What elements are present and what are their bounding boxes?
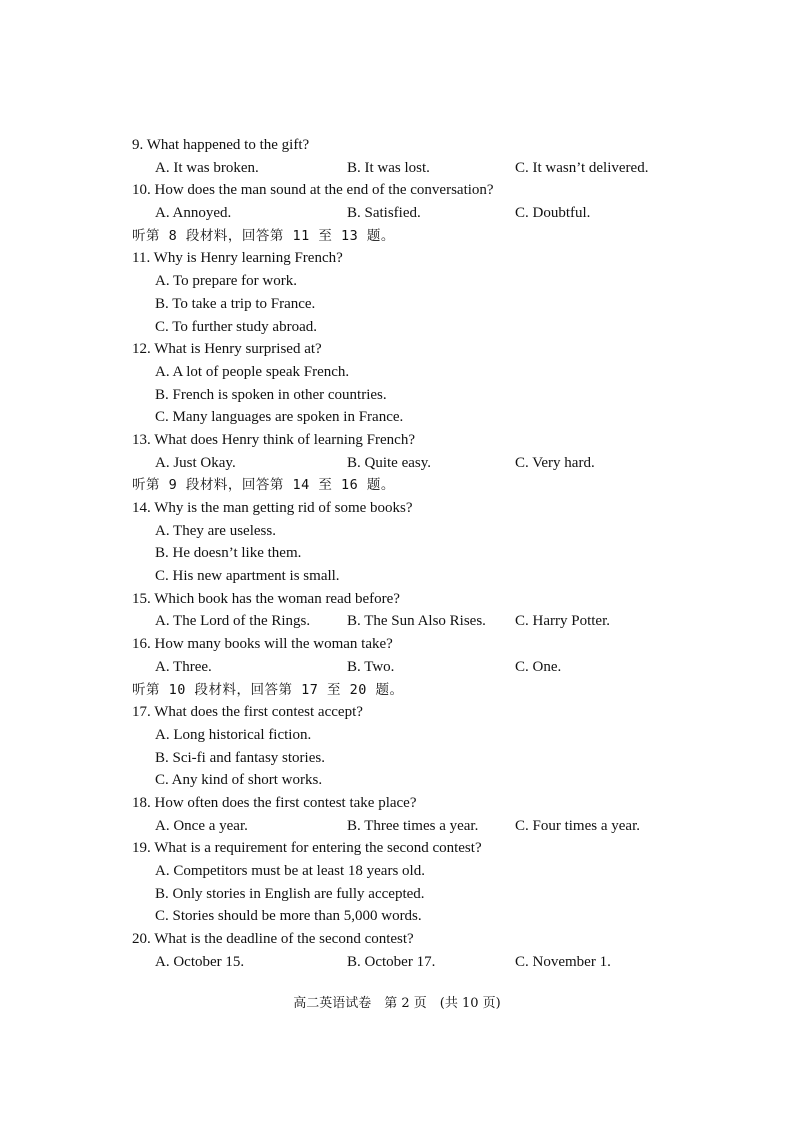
section-heading: 听第 8 段材料，回答第 11 至 13 题。 xyxy=(132,227,395,244)
question-text: 17. What does the first contest accept? xyxy=(132,704,363,721)
option-row xyxy=(132,656,732,679)
option-a: A. Long historical fiction. xyxy=(155,726,312,743)
option-c: C. Stories should be more than 5,000 words. xyxy=(155,908,422,925)
option-a: A. Annoyed. xyxy=(155,205,232,222)
question-text: 14. Why is the man getting rid of some books? xyxy=(132,500,413,516)
option-c: C. To further study abroad. xyxy=(155,318,317,335)
option-a: A. A lot of people speak French. xyxy=(155,363,350,380)
option-c: C. It wasn’t delivered. xyxy=(515,159,649,176)
question-text: 9. What happened to the gift? xyxy=(132,137,310,153)
option-c: C. Four times a year. xyxy=(515,817,640,834)
section-heading: 听第 9 段材料，回答第 14 至 16 题。 xyxy=(132,477,395,494)
section-heading: 听第 10 段材料，回答第 17 至 20 题。 xyxy=(132,681,404,698)
option-b: B. October 17. xyxy=(347,953,436,970)
question-text: 19. What is a requirement for entering the second contest? xyxy=(132,840,482,857)
option-b: B. Sci-fi and fantasy stories. xyxy=(155,749,325,766)
option-b: B. To take a trip to France. xyxy=(155,295,316,312)
question-list xyxy=(132,134,732,973)
option-b: B. Only stories in English are fully accepted. xyxy=(155,885,425,902)
option-a: A. Three. xyxy=(155,658,212,675)
option-a: A. They are useless. xyxy=(155,522,276,539)
option-row xyxy=(132,610,732,633)
option-row xyxy=(132,157,732,180)
option-a: A. Once a year. xyxy=(155,817,248,834)
option-c: C. Doubtful. xyxy=(515,205,591,222)
option-a: A. October 15. xyxy=(155,953,245,970)
option-b: B. Two. xyxy=(347,658,395,675)
question-text: 15. Which book has the woman read before? xyxy=(132,590,400,607)
question-text: 13. What does Henry think of learning French? xyxy=(132,431,415,448)
question-text: 20. What is the deadline of the second contest? xyxy=(132,931,414,948)
question-text: 10. How does the man sound at the end of the conversation? xyxy=(132,182,494,199)
option-b: B. It was lost. xyxy=(347,159,430,176)
option-b: B. Satisfied. xyxy=(347,205,421,222)
question-text: 18. How often does the first contest take place? xyxy=(132,794,417,811)
option-b: B. French is spoken in other countries. xyxy=(155,386,387,403)
question-text: 16. How many books will the woman take? xyxy=(132,636,393,653)
option-c: C. Very hard. xyxy=(515,454,595,471)
option-row xyxy=(132,951,732,974)
option-b: B. The Sun Also Rises. xyxy=(347,613,486,630)
option-c: C. Any kind of short works. xyxy=(155,772,323,789)
option-b: B. Quite easy. xyxy=(347,454,432,471)
option-b: B. Three times a year. xyxy=(347,817,479,834)
option-b: B. He doesn’t like them. xyxy=(155,545,302,562)
option-c: C. Many languages are spoken in France. xyxy=(155,409,404,426)
option-c: C. November 1. xyxy=(515,953,611,970)
option-a: A. It was broken. xyxy=(155,159,259,176)
question-text: 12. What is Henry surprised at? xyxy=(132,341,322,358)
option-row xyxy=(132,202,732,225)
option-a: A. Just Okay. xyxy=(155,454,236,471)
option-c: C. One. xyxy=(515,658,562,675)
option-c: C. Harry Potter. xyxy=(515,613,610,630)
page-footer: 高二英语试卷 第 2 页 (共 10 页) xyxy=(293,996,501,1011)
option-row xyxy=(132,452,732,475)
question-text: 11. Why is Henry learning French? xyxy=(132,250,343,267)
option-row xyxy=(132,815,732,838)
option-a: A. The Lord of the Rings. xyxy=(155,613,311,630)
option-c: C. His new apartment is small. xyxy=(155,568,340,585)
option-a: A. Competitors must be at least 18 years old. xyxy=(155,863,425,879)
option-a: A. To prepare for work. xyxy=(155,273,297,290)
